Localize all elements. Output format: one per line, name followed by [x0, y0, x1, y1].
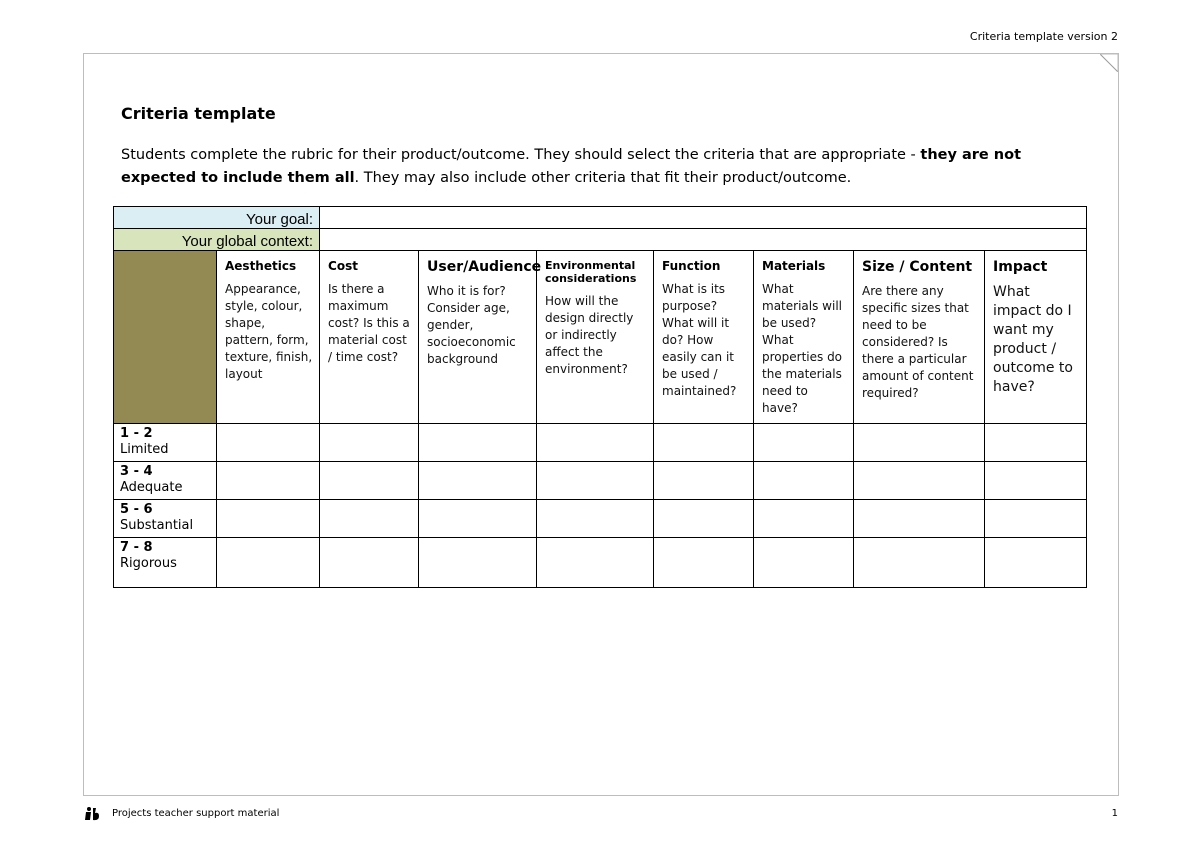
rubric-cell[interactable] [654, 424, 754, 462]
rubric-cell[interactable] [217, 462, 320, 500]
band-range: 3 - 4 [120, 464, 153, 479]
global-context-input-cell[interactable] [320, 229, 1087, 251]
rubric-cell[interactable] [419, 462, 537, 500]
band-label: Limited [120, 442, 169, 457]
criterion-aesthetics [217, 251, 320, 424]
rubric-cell[interactable] [320, 424, 419, 462]
page-title: Criteria template [121, 104, 276, 123]
rubric-cell[interactable] [654, 462, 754, 500]
criterion-cost [320, 251, 419, 424]
criterion-name: Cost [328, 259, 358, 273]
criterion-name: Size / Content [862, 259, 973, 275]
band-label-cell [114, 538, 217, 588]
criterion-function [654, 251, 754, 424]
document-version: Criteria template version 2 [969, 30, 1118, 43]
band-label: Adequate [120, 480, 183, 495]
band-label-cell [114, 462, 217, 500]
goal-label: Your goal: [114, 207, 320, 229]
criterion-name: Environmental considerations [545, 259, 637, 285]
band-label: Rigorous [120, 556, 177, 571]
rubric-cell[interactable] [537, 538, 654, 588]
rubric-cell[interactable] [654, 500, 754, 538]
rubric-cell[interactable] [320, 500, 419, 538]
band-row-adequate [114, 462, 1087, 500]
rubric-cell[interactable] [985, 500, 1087, 538]
criterion-description: What materials will be used? What properties do the materials need to have? [762, 282, 843, 415]
rubric-cell[interactable] [537, 424, 654, 462]
band-range: 1 - 2 [120, 426, 153, 441]
criterion-name: Materials [762, 259, 826, 273]
rubric-cell[interactable] [854, 538, 985, 588]
criteria-header-row [114, 251, 1087, 424]
criterion-materials [754, 251, 854, 424]
rubric-cell[interactable] [537, 462, 654, 500]
rubric-cell[interactable] [419, 500, 537, 538]
band-label: Substantial [120, 518, 194, 533]
rubric-cell[interactable] [217, 500, 320, 538]
rubric-cell[interactable] [854, 424, 985, 462]
criterion-description: Is there a maximum cost? Is this a material cost / time cost? [328, 282, 410, 364]
goal-input-cell[interactable] [320, 207, 1087, 229]
goal-row [114, 207, 1087, 229]
rubric-cell[interactable] [217, 538, 320, 588]
band-row-substantial [114, 500, 1087, 538]
rubric-cell[interactable] [654, 538, 754, 588]
criterion-description: Are there any specific sizes that need to be considered? Is there a particular amount of content required? [862, 284, 974, 400]
rubric-cell[interactable] [754, 424, 854, 462]
criterion-name: Aesthetics [225, 259, 297, 273]
intro-text-1: Students complete the rubric for their product/outcome. They should select the criteria that are appropriate - [121, 147, 921, 163]
rubric-cell[interactable] [754, 462, 854, 500]
global-context-label: Your global context: [114, 229, 320, 251]
criterion-description: What impact do I want my product / outcome to have? [993, 284, 1073, 395]
page-fold-icon [1100, 54, 1118, 72]
rubric-cell[interactable] [985, 462, 1087, 500]
page-number: 1 [1111, 808, 1118, 819]
rubric-cell[interactable] [754, 538, 854, 588]
rubric-cell[interactable] [320, 462, 419, 500]
rubric-cell[interactable] [537, 500, 654, 538]
rubric-cell[interactable] [754, 500, 854, 538]
rubric-cell[interactable] [854, 500, 985, 538]
ib-logo-icon [84, 806, 100, 822]
rubric-cell[interactable] [985, 538, 1087, 588]
band-row-rigorous [114, 538, 1087, 588]
criterion-size-content [854, 251, 985, 424]
criterion-environmental [537, 251, 654, 424]
criterion-description: Who it is for? Consider age, gender, socioeconomic background [427, 284, 516, 366]
criterion-name: User/Audience [427, 259, 542, 275]
criterion-user-audience [419, 251, 542, 424]
rubric-cell[interactable] [854, 462, 985, 500]
rubric-cell[interactable] [419, 538, 537, 588]
rubric-cell[interactable] [217, 424, 320, 462]
intro-text-2: . They may also include other criteria that fit their product/outcome. [354, 170, 852, 186]
rubric-cell[interactable] [320, 538, 419, 588]
rubric-cell[interactable] [985, 424, 1087, 462]
band-range: 5 - 6 [120, 502, 153, 517]
intro-paragraph [121, 144, 1061, 190]
band-label-cell [114, 500, 217, 538]
criterion-description: Appearance, style, colour, shape, pattern, form, texture, finish, layout [225, 282, 313, 381]
rubric-cell[interactable] [419, 424, 537, 462]
global-context-row [114, 229, 1087, 251]
band-range: 7 - 8 [120, 540, 153, 555]
criterion-name: Function [662, 259, 721, 273]
criteria-rubric-table [113, 206, 1087, 588]
criterion-impact [985, 251, 1087, 424]
intro-emphasis: they are not expected to include them all [121, 147, 1022, 186]
band-label-cell [114, 424, 217, 462]
band-row-limited [114, 424, 1087, 462]
criterion-name: Impact [993, 259, 1048, 275]
footer-text: Projects teacher support material [112, 808, 280, 819]
color-swatch-cell [114, 251, 217, 424]
criterion-description: What is its purpose? What will it do? How easily can it be used / maintained? [662, 282, 737, 398]
criterion-description: How will the design directly or indirectly affect the environment? [545, 294, 634, 376]
